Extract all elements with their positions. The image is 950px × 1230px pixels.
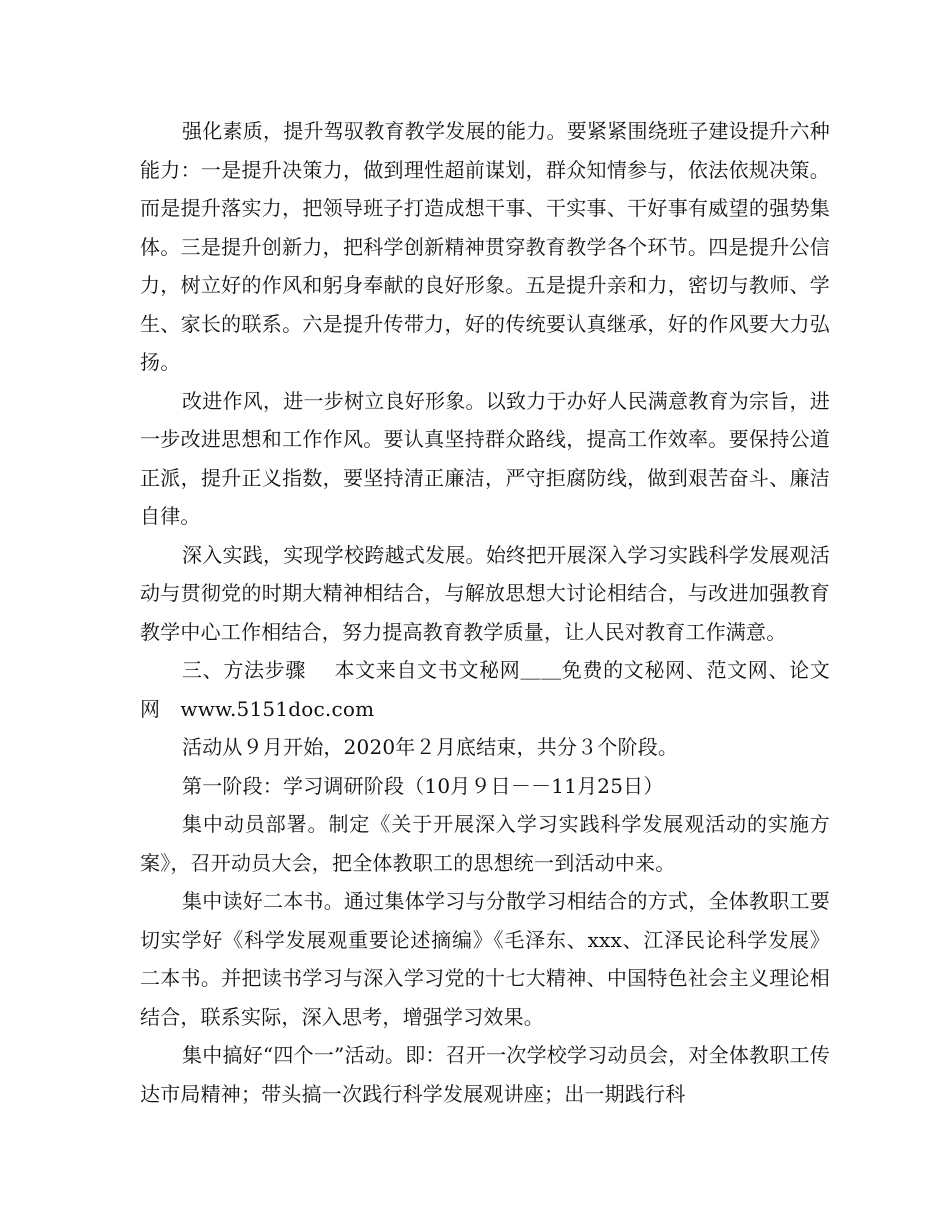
paragraph-mobilization: 集中动员部署。制定《关于开展深入学习实践科学发展观活动的实施方案》，召开动员大会，把全体教职工的思想统一到活动中来。	[140, 812, 830, 875]
method-steps-paragraph	[140, 651, 830, 728]
paragraph-improve-style: 改进作风，进一步树立良好形象。以致力于办好人民满意教育为宗旨，进一步改进思想和工作作风。要认真坚持群众路线，提高工作效率。要保持公道正派，提升正义指数，要坚持清正廉洁，严守拒腐防线，做到艰苦奋斗、廉洁自律。	[140, 388, 830, 528]
paragraph-reading: 集中读好二本书。通过集体学习与分散学习相结合的方式，全体教职工要切实学好《科学发展观重要论述摘编》《毛泽东、xxx、江泽民论科学发展》二本书。并把读书学习与深入学习党的十七大精神、中国特色社会主义理论相结合，联系实际，深入思考，增强学习效果。	[140, 889, 830, 1029]
source-note: 本文来自文书文秘网＿＿免费的文秘网、范文网、论文网 www.5151doc.com	[140, 658, 830, 721]
paragraph-deep-practice: 深入实践，实现学校跨越式发展。始终把开展深入学习实践科学发展观活动与贯彻党的时期大精神相结合，与解放思想大讨论相结合，与改进加强教育教学中心工作相结合，努力提高教育教学质量，让人民对教育工作满意。	[140, 542, 830, 644]
paragraph-timeline: 活动从９月开始，2020年２月底结束，共分３个阶段。	[182, 735, 679, 759]
document-body	[140, 112, 830, 1113]
paragraph-strengthen-quality: 强化素质，提升驾驭教育教学发展的能力。要紧紧围绕班子建设提升六种能力：一是提升决策力，做到理性超前谋划，群众知情参与，依法依规决策。而是提升落实力，把领导班子打造成想干事、干实事、干好事有威望的强势集体。三是提升创新力，把科学创新精神贯穿教育教学各个环节。四是提升公信力，树立好的作风和躬身奉献的良好形象。五是提升亲和力，密切与教师、学生、家长的联系。六是提升传带力，好的传统要认真继承，好的作风要大力弘扬。	[140, 119, 830, 374]
section-heading: 三、方法步骤	[182, 658, 306, 682]
paragraph-four-ones: 集中搞好“四个一”活动。即：召开一次学校学习动员会，对全体教职工传达市局精神；带头搞一次践行科学发展观讲座；出一期践行科	[140, 1043, 830, 1106]
paragraph-phase-one: 第一阶段：学习调研阶段（10月９日－－11月25日）	[182, 773, 664, 798]
